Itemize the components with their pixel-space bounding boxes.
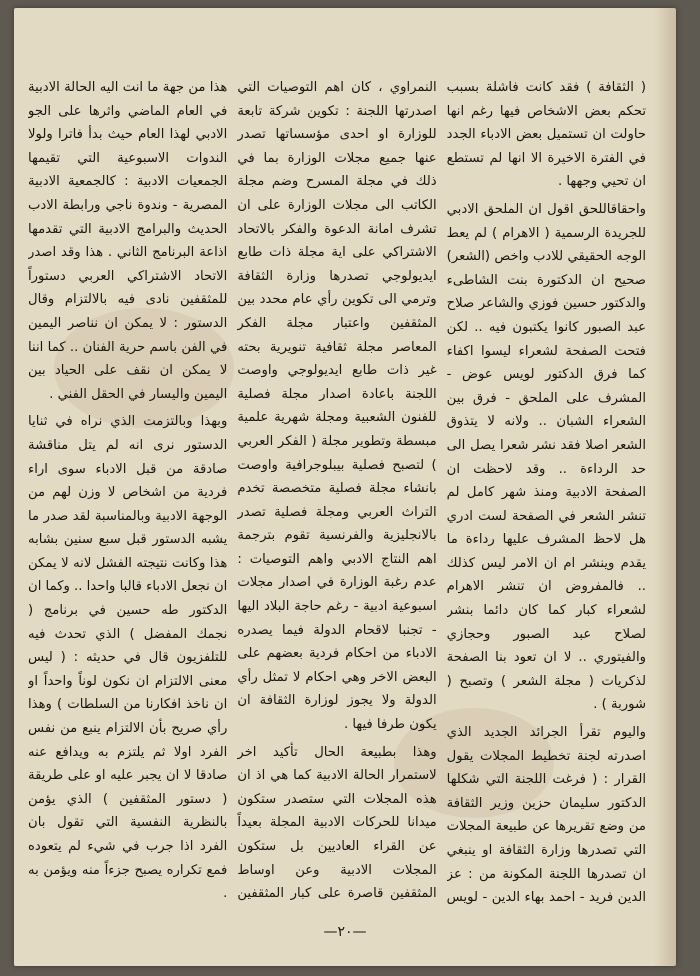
column-right [447,76,646,906]
page-number: —٢٠— [323,924,367,940]
paragraph: واحقاقاللحق اقول ان الملحق الادبي للجريدة الرسمية ( الاهرام ) لم يعط الوجه الحقيقي للادب واخص (الشعر) صحيح ان الدكتورة بنت الشاطىء والدكتور حسين فوزي والشاعر صلاح عبد الصبور كانوا يكتبون فيه .. لكن فتحت الصفحة لشعراء ليسوا اكفاء كما فرق الدكتور لويس عوض - المشرف على الملحق - فرق بين الشعراء الشبان .. ولانه لا يتذوق الشعر اصلا فقد نشر شعرا يصل الى حد الرداءة .. وقد لاحظت ان الصفحة الادبية ومنذ شهر كامل لم تنشر الشعر في الصفحة لست ادري هل لاحظ المشرف عليها رداءة ما يقدم وينشر ام ان الامر ليس كذلك .. فالمفروض ان تنشر الاهرام لشعراء كبار كما كان دائما بنشر لصلاح عبد الصبور وحجازي والفيتوري .. لا ان تعود بنا الصفحة لذكريات ( مجلة الشعر ) وتصبح ( شوربة ) . [446,201,646,713]
column-left [28,76,227,906]
paragraph: النمراوي ، كان اهم التوصيات التي اصدرتها اللجنة : تكوين شركة تابعة للوزارة او احدى مؤسساتها تصدر عنها جميع مجلات الوزارة بما في ذلك في مجلة المسرح وضم مجلة الكاتب الى مجلات الوزارة على ان تشرف امانة الدعوة والفكر بالاتحاد الاشتراكي على اية مجلة ذات طابع ايديولوجي تصدرها وزارة الثقافة وترمي الى تكوين رأي عام محدد بين المثقفين واعتبار مجلة الفكر المعاصر مجلة ثقافية تنويرية بحته غير ذات طابع ايديولوجي واوصت اللجنة باعادة اصدار مجلة فصلية للفنون الشعبية ومجلة شهرية علمية مبسطة وتطوير مجلة ( الفكر العربي ) لتصبح فصلية بيبلوجرافية واوصت بانشاء مجلة فصلية متخصصة تخدم التراث العربي ومجلة فصلية تصدر بالانجليزية والفرنسية تقوم بترجمة اهم النتاج الادبي واهم التوصيات : عدم رغبة الوزارة في اصدار مجلات اسبوعية ادبية - رغم حاجة البلاد اليها - تجنبا لاقحام الدولة فيما يصدره الادباء من احكام فردية بعضهم على البعض الاخر وهي احكام لا تمثل رأي الدولة ولا يجوز لوزارة الثقافة ان يكون طرفا فيها . [237,80,437,733]
paragraph: وبهذا وبالتزمت الذي نراه في ثنايا الدستور نرى انه لم يتل مناقشة صادقة من قبل الادباء سوى اراء فردية من اشخاص لا وزن لهم من الوجهة الادبية وبالمناسبة لقد صدر ما يشبه الدستور قبل سبع سنين بشابه هذا وكانت نتيجته الفشل لانه لا يمكن ان نجعل الادباء قالبا واحدا .. وكما ان الدكتور طه حسين في برنامج ( نجمك المفضل ) الذي تحدث فيه للتلفزيون قال في حديثه : ( ليس معنى الالتزام ان نكون لوناً واحداً او ان ناخذ افكارنا من السلطات ) وهذا رأي صريح بأن الالتزام ينبع من نفس الفرد اولا ثم يلتزم به ويدافع عنه صادقا لا ان يجبر عليه او على طريقة ( دستور المثقفين ) الذي يؤمن بالنظرية النفسية التي تقول بان الفرد اذا جرب في شيء لم يتعوده فمع تكراره يصبح جزءاً منه ويؤمن به . [28,414,228,902]
paragraph: هذا من جهة ما انت اليه الحالة الادبية في العام الماضي واثرها على الجو الادبي لهذا العام حيث بدأ فاترا ولولا الندوات الاسبوعية التي تقيمها الجمعيات الادبية : كالجمعية الادبية المصرية - وندوة ناجي ورابطة الادب الحديث والبرامج الادبية التي تقدمها اذاعة البرنامج الثاني . هذا وقد اصدر الاتحاد الاشتراكي العربي دستوراً للمثقفين نادى فيه بالالتزام وقال الدستور : لا يمكن ان نناصر اليمين في الفن باسم حرية الفنان .. كما اننا لا يمكن ان نقف على الحياد بين اليمين واليسار في الحقل الفني . [28,80,228,402]
paragraph: واليوم تقرأ الجرائد الجديد الذي اصدرته لجنة تخطيط المجلات يقول القرار : ( فرغت اللجنة التي شكلها الدكتور سليمان حزين وزير الثقافة من وضع تقريرها عن طبيعة المجلات التي تصدرها وزارة الثقافة او ينبغي ان تصدرها اللجنة المكونة من : عز الدين فريد - احمد بهاء الدين - لويس [446,725,646,906]
paragraph: وهذا بطبيعة الحال تأكيد اخر لاستمرار الحالة الادبية كما هي اذ ان هذه المجلات التي ستصدر ستكون ميدانا للحركات الادبية المجلة بعيداً عن القراء العاديين بل ستكون المجلات الادبية وعن اوساط المثقفين قاصرة على كبار المثقفين [237,744,437,902]
article-columns [28,76,646,906]
magazine-page [14,8,676,966]
column-middle [237,76,436,906]
paragraph: ( الثقافة ) فقد كانت فاشلة بسبب تحكم بعض الاشخاص فيها رغم انها حاولت ان تستميل بعض الادباء الجدد في الفترة الاخيرة الا انها لم تستطع ان تحيي وجهها . [446,80,646,190]
